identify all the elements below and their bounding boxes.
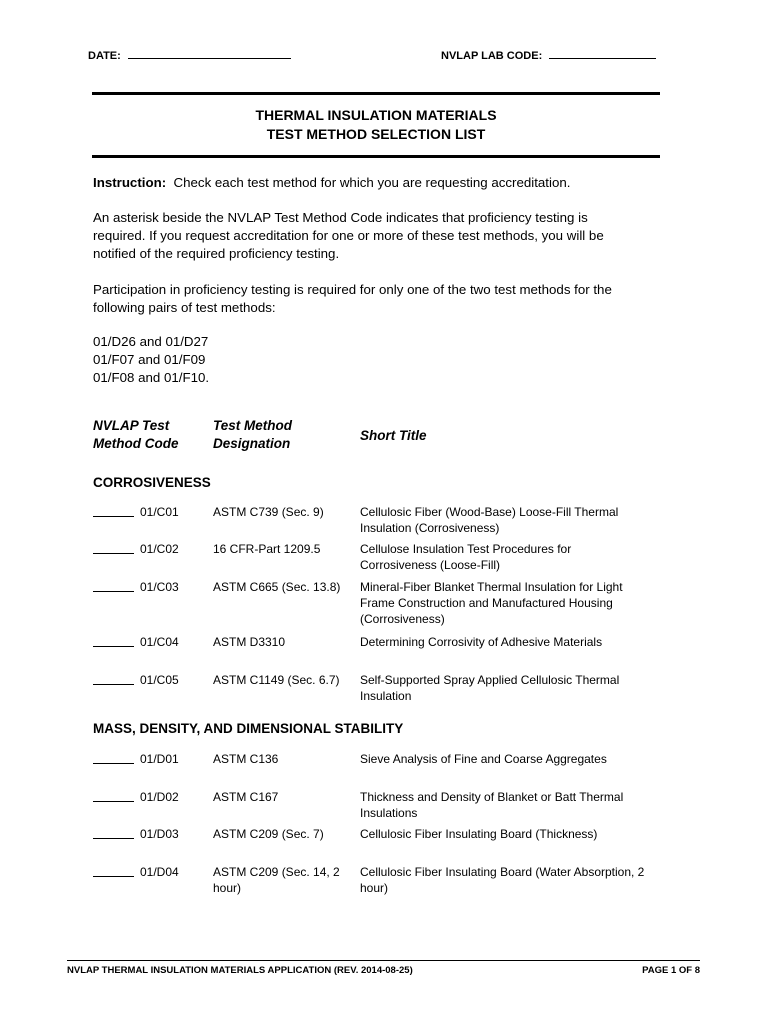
method-pair-1: 01/D26 and 01/D27: [93, 334, 209, 349]
method-code: 01/C03: [140, 580, 179, 594]
title-top-rule: [92, 92, 660, 95]
selection-checkbox-line[interactable]: [93, 751, 134, 768]
column-header-short-title-text: Short Title: [360, 428, 427, 443]
footer-application-title: NVLAP THERMAL INSULATION MATERIALS APPLICATION (REV. 2014-08-25): [67, 965, 413, 976]
method-short-title: Determining Corrosivity of Adhesive Materials: [360, 635, 603, 649]
method-designation: ASTM C209 (Sec. 7): [213, 827, 324, 841]
method-short-title: Cellulosic Fiber (Wood-Base) Loose-Fill Thermal Insulation (Corrosiveness): [360, 505, 619, 535]
selection-checkbox-line[interactable]: [93, 864, 134, 881]
method-designation: ASTM D3310: [213, 635, 286, 649]
participation-paragraph: [93, 281, 663, 317]
column-header-short-title: [360, 427, 427, 445]
method-designation: ASTM C167: [213, 790, 279, 804]
selection-checkbox-line[interactable]: [93, 672, 134, 689]
method-short-title: Cellulosic Fiber Insulating Board (Thickness): [360, 827, 598, 841]
footer-rule: [67, 960, 700, 961]
method-designation: ASTM C1149 (Sec. 6.7): [213, 673, 340, 687]
column-header-designation-line-1: Test Method: [213, 418, 292, 433]
method-code: 01/D03: [140, 827, 179, 841]
selection-checkbox-line[interactable]: [93, 579, 134, 596]
column-header-code-line-1: NVLAP Test: [93, 418, 170, 433]
method-code: 01/C02: [140, 542, 179, 556]
selection-checkbox-line[interactable]: [93, 826, 134, 843]
date-blank[interactable]: [128, 48, 291, 59]
method-pairs-list: [93, 333, 663, 387]
method-code: 01/D02: [140, 790, 179, 804]
method-designation: 16 CFR-Part 1209.5: [213, 542, 321, 556]
method-code: 01/C01: [140, 505, 179, 519]
date-field-label: [88, 48, 291, 62]
method-code: 01/D01: [140, 752, 179, 766]
title-line-2: TEST METHOD SELECTION LIST: [266, 126, 486, 142]
selection-checkbox-line[interactable]: [93, 504, 134, 521]
selection-checkbox-line[interactable]: [93, 634, 134, 651]
method-short-title: Thickness and Density of Blanket or Batt Thermal Insulations: [360, 790, 624, 820]
lab-code-label: NVLAP LAB CODE:: [441, 50, 543, 62]
lab-code-blank[interactable]: [549, 48, 656, 59]
column-header-designation-line-2: Designation: [213, 436, 291, 451]
participation-line-2: following pairs of test methods:: [93, 300, 276, 315]
method-short-title: Sieve Analysis of Fine and Coarse Aggregates: [360, 752, 607, 766]
asterisk-line-1: An asterisk beside the NVLAP Test Method Code indicates that proficiency testing is: [93, 210, 588, 225]
asterisk-line-3: notified of the required proficiency testing.: [93, 246, 340, 261]
footer-page-number: PAGE 1 OF 8: [642, 965, 700, 976]
date-label: DATE:: [88, 50, 121, 62]
page-title: [92, 106, 660, 144]
method-code: 01/C05: [140, 673, 179, 687]
method-designation: ASTM C136: [213, 752, 279, 766]
method-pair-2: 01/F07 and 01/F09: [93, 352, 206, 367]
instruction-text: Check each test method for which you are requesting accreditation.: [173, 175, 571, 190]
method-short-title: Mineral-Fiber Blanket Thermal Insulation for Light Frame Construction and Manufactured Housing (Corrosiveness): [360, 580, 623, 626]
title-bottom-rule: [92, 155, 660, 158]
method-designation: ASTM C209 (Sec. 14, 2 hour): [213, 865, 340, 895]
method-code: 01/D04: [140, 865, 179, 879]
instruction-label: Instruction:: [93, 175, 167, 190]
instruction-paragraph: [93, 174, 663, 192]
method-short-title: Self-Supported Spray Applied Cellulosic Thermal Insulation: [360, 673, 620, 703]
title-line-1: THERMAL INSULATION MATERIALS: [255, 107, 497, 123]
column-header-designation: [213, 417, 292, 453]
lab-code-field-label: [441, 48, 656, 62]
selection-checkbox-line[interactable]: [93, 789, 134, 806]
method-short-title: Cellulosic Fiber Insulating Board (Water Absorption, 2 hour): [360, 865, 645, 895]
asterisk-paragraph: [93, 209, 663, 263]
column-header-code: [93, 417, 179, 453]
method-designation: ASTM C739 (Sec. 9): [213, 505, 324, 519]
method-designation: ASTM C665 (Sec. 13.8): [213, 580, 341, 594]
method-short-title: Cellulose Insulation Test Procedures for Corrosiveness (Loose-Fill): [360, 542, 572, 572]
column-header-code-line-2: Method Code: [93, 436, 179, 451]
method-code: 01/C04: [140, 635, 179, 649]
section-heading-corrosiveness: CORROSIVENESS: [93, 475, 211, 490]
method-pair-3: 01/F08 and 01/F10.: [93, 370, 210, 385]
asterisk-line-2: required. If you request accreditation for one or more of these test methods, you will be: [93, 228, 604, 243]
section-heading-mass-density: MASS, DENSITY, AND DIMENSIONAL STABILITY: [93, 721, 404, 736]
selection-checkbox-line[interactable]: [93, 541, 134, 558]
participation-line-1: Participation in proficiency testing is required for only one of the two test methods for the: [93, 282, 612, 297]
